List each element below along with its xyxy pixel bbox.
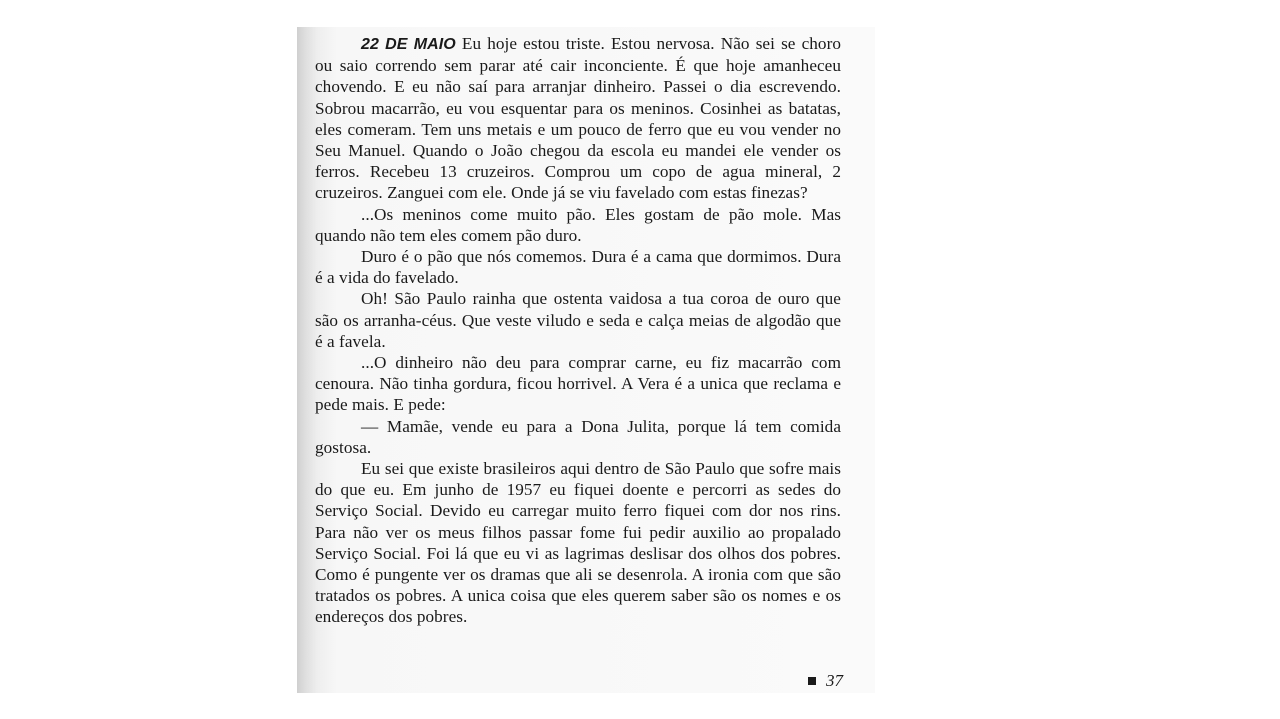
date-heading: 22 DE MAIO — [361, 36, 456, 53]
square-bullet-icon — [808, 677, 816, 685]
paragraph-5: ...O dinheiro não deu para comprar carne, eu fiz macarrão com cenoura. Não tinha gordura, ficou horrivel. A Vera é a unica que reclama e pede mais. E pede: — [315, 353, 841, 415]
paragraph-text: Eu hoje estou triste. Estou nervosa. Não sei se choro ou saio correndo sem parar até cair inconciente. É que hoje amanheceu chovendo. E eu não saí para arranjar dinheiro. Passei o dia escrevendo. Sobrou macarrão, eu vou esquentar para os meninos. Cosinhei as batatas, eles comeram. Tem uns metais e um pouco de ferro que eu vou vender no Seu Manuel. Quando o João chegou da escola eu mandei ele vender os ferros. Recebeu 13 cruzeiros. Comprou um copo de agua mineral, 2 cruzeiros. Zanguei com ele. Onde já se viu favelado com estas finezas? — [315, 34, 841, 203]
page-footer — [808, 671, 843, 691]
paragraph-1 — [315, 33, 841, 204]
paragraph-4: Oh! São Paulo rainha que ostenta vaidosa a tua coroa de ouro que são os arranha-céus. Que veste viludo e seda e calça meias de algodão que é a favela. — [315, 289, 841, 351]
page-text — [315, 33, 841, 628]
book-page — [297, 27, 875, 693]
paragraph-2: ...Os meninos come muito pão. Eles gostam de pão mole. Mas quando não tem eles comem pão duro. — [315, 204, 841, 245]
paragraph-6: — Mamãe, vende eu para a Dona Julita, porque lá tem comida gostosa. — [315, 416, 841, 457]
paragraph-7: Eu sei que existe brasileiros aqui dentro de São Paulo que sofre mais do que eu. Em junho de 1957 eu fiquei doente e percorri as sedes do Serviço Social. Devido eu carregar muito ferro fiquei com dor nos rins. Para não ver os meus filhos passar fome fui pedir auxilio ao propalado Serviço Social. Foi lá que eu vi as lagrimas deslisar dos olhos dos pobres. Como é pungente ver os dramas que ali se desenrola. A ironia com que são tratados os pobres. A unica coisa que eles querem saber são os nomes e os endereços dos pobres. — [315, 459, 841, 627]
paragraph-3: Duro é o pão que nós comemos. Dura é a cama que dormimos. Dura é a vida do favelado. — [315, 247, 841, 288]
page-number: 37 — [826, 671, 843, 690]
